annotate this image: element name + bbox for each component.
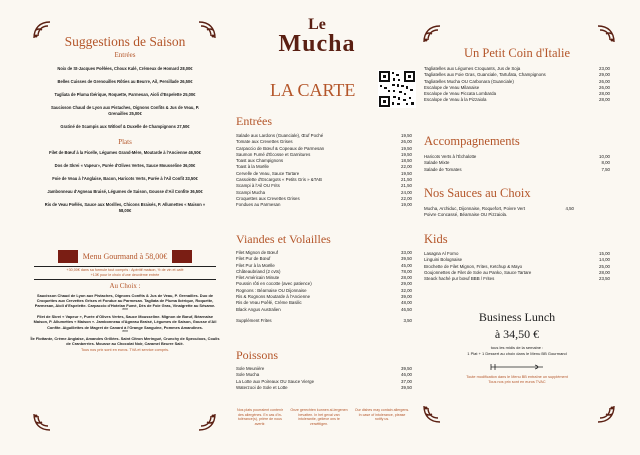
sauces-line: Mucha, Archiduc, Dijonnaise, Roquefort, Poivre Vert 4,50 [424, 206, 574, 211]
entrees-title: Entrées [236, 114, 272, 128]
accompagnements-title: Accompagnements [424, 134, 520, 148]
menu-item: Goujonnettes de Filet de Sole au Panko, Sauce Tartare 28,00 [424, 269, 610, 275]
suggestion-entree: Noix de St-Jacques Poêlées, Choux Kalé, Crémeux de Homard 28,00€ [57, 66, 193, 71]
kids-title: Kids [424, 232, 448, 246]
kids-section [424, 232, 610, 282]
menu-item: Filet Mignon de Bœuf 33,00 [236, 250, 412, 255]
sauces-line: Poivre Concassé, Béarnaise OU Pizzaiola. [424, 212, 508, 218]
business-note: Tous nos prix sont en euros TVAC [488, 380, 546, 384]
allergen-note-en: Our dishes may contain allergens. In case of intolerance, please notify us. [354, 408, 410, 422]
menu-item: La Lotte aux Poireaux OU Sauce Vierge 37,00 [236, 378, 412, 384]
menu-item: Scampi Mucha 24,00 [236, 189, 412, 195]
suggestions-section [30, 34, 220, 214]
menu-item: Salade Mixte 8,00 [424, 160, 610, 166]
brand-logo [272, 18, 362, 56]
suggestion-plat: Dos de Skrei « Vapeur», Purée d'Olives Vertes, Sauce Mousseline 36,00€ [54, 163, 196, 168]
suggestions-plats-label: Plats [118, 138, 132, 146]
qr-code[interactable] [378, 70, 416, 108]
business-price: à 34,50 € [494, 327, 540, 341]
ornament-icon [32, 412, 52, 432]
menu-item: Tomate aux Crevettes Grises 26,00 [236, 139, 412, 145]
menu-item: Escalope de Veau Piccata Lombarda 28,00 [424, 91, 610, 97]
sauces-section [424, 186, 610, 219]
accompagnements-section [424, 134, 610, 173]
menu-item: Saumon Fumé d'Écosse et Garnitures 19,50 [236, 151, 412, 157]
suggestion-entree: Tagliata de Pluma Ibérique, Roquette, Parmesan, Aioli d'Espelette 25,00€ [54, 92, 196, 97]
menu-item: Tagliatelles Mucha OU Carbonara (Guanciale) 26,00 [424, 78, 610, 84]
suggestion-plat: Jambonneau d'Agneau Braisé, Légumes de Saison, Gousse d'Ail Confite 36,50€ [47, 189, 203, 194]
suggestion-entree: Belles Cuisses de Grenouilles Rôties au Beurre, Ail, Persillade 26,50€ [57, 79, 193, 84]
business-lunch-section [430, 310, 604, 385]
business-line: 1 Plat + 1 Dessert au choix dans le Menu BB Gourmand [467, 350, 567, 356]
italie-list [424, 66, 610, 104]
brand-name-main: Mucha [278, 31, 356, 57]
business-title: Business Lunch [478, 310, 556, 324]
menu-item: Steack haché pur bœuf BBB / Frites 23,50 [424, 276, 610, 282]
menu-item: Ris de Veau Poêlé, Crème Basilic 48,00 [236, 300, 412, 306]
menu-item: Salade de Tomates 7,50 [424, 166, 610, 172]
menu-item: Salade aux Lardons (Guanciale), Œuf Poché 19,50 [236, 133, 412, 138]
viandes-title: Viandes et Volailles [236, 232, 331, 246]
viandes-section [236, 232, 412, 324]
menu-item: Toast aux Champignons 18,50 [236, 158, 412, 164]
cutlery-icon [430, 359, 604, 371]
suggestion-entree: Gratiné de Scampis aux Witloof & Duxelle de Champignons 27,50€ [60, 124, 190, 129]
la-carte-title: LA CARTE [270, 80, 356, 100]
ornament-icon [596, 404, 616, 424]
menu-item: Ris & Rognons Moutarde à l'Ancienne 39,00 [236, 294, 412, 300]
ornament-icon [197, 412, 217, 432]
sauces-title: Nos Sauces au Choix [424, 186, 531, 200]
menu-item-supplement: Supplément Frites 3,50 [236, 317, 412, 323]
italie-section [424, 46, 610, 104]
menu-tag-icon [172, 250, 192, 263]
suggestions-title: Suggestions de Saison [64, 34, 186, 49]
menu-item: Waterzooi de Sole et Lotte 39,50 [236, 384, 412, 390]
accompagnements-list [424, 154, 610, 173]
menu-item: Croquettes aux Crevettes Grises 22,00 [236, 195, 412, 201]
menu-gourmand-section [30, 250, 220, 352]
separator-icon: *** [122, 308, 128, 315]
suggestion-plat: Filet de Bœuf à la Ficelle, Légumes Grand-Mère, Moutarde à l'Ancienne 46,50€ [49, 150, 201, 155]
viandes-list [236, 250, 412, 324]
menu-gourmand-label: Menu Gourmand à 58,00€ [82, 252, 168, 261]
entrees-list [236, 133, 412, 209]
business-note: Toute modification dans le Menu BB entraîne un supplément [466, 375, 568, 379]
entrees-section [236, 114, 412, 209]
menu-item: Fondues au Parmesan 19,00 [236, 202, 412, 208]
menu-item: Brochette de Filet Mignon, Frites, Ketchup & Mayo 25,00 [424, 263, 610, 269]
menu-gourmand-plats: Filet de Skrei « Vapeur », Purée d'Olives Vertes, Sauce Mousseline. Mignon de Bœuf, Béarnaise Maison, P. Allumettes « Maison ». Jambonneau d'Agneau Braisé, Légumes de Saison, Gousse d'Ail Confite. Aiguillettes de Magret de Canard à l'Orange Sanguine, Pommes Amandines. [33, 314, 217, 330]
menu-item: Haricots Verts à l'Échalotte 10,00 [424, 154, 610, 159]
menu-gourmand-note: +13€ pour le choix d'une deuxième entrée [90, 272, 160, 277]
menu-item: Toast à la Moëlle 22,00 [236, 164, 412, 170]
menu-item: Filet Pur de Bœuf 39,50 [236, 256, 412, 262]
menu-item: Sole Meunière 39,50 [236, 366, 412, 371]
menu-gourmand-footer: Tous nos prix sont en euros. TVA et service compris. [80, 348, 170, 353]
allergen-note-fr: Nos plats pourraient contenir des allergènes. En cas d'in-tolérance(s), prière de nous avertir. [237, 408, 283, 426]
suggestions-entrees-label: Entrées [114, 51, 136, 59]
menu-item: Filet Américain Minute 28,00 [236, 275, 412, 281]
menu-item: Scampi à l'Ail OU Frits 21,50 [236, 183, 412, 189]
menu-item: Escalope de Veau Milanaise 26,00 [424, 84, 610, 90]
menu-item: Black Angus Australien 46,50 [236, 306, 412, 312]
kids-list [424, 251, 610, 282]
menu-gourmand-note: +30,00€ dans sa formule tout compris : Apéritif maison, ½ de vin et café [66, 268, 184, 272]
business-line: tous les midis de la semaine : [490, 345, 544, 350]
poissons-title: Poissons [236, 348, 279, 362]
ornament-icon [596, 24, 616, 44]
menu-gourmand-desserts: Île Flottante, Crème Anglaise, Amandes Grillées. Saint Citron Meringué, Crunchy de Speculoos, Coulis de Cranberries. Mousse au Chocolat Noir, Caramel Beurre Salé. [30, 335, 220, 347]
menu-item: Cervelle de Veau, Sauce Tartare 19,50 [236, 170, 412, 176]
poissons-section [236, 348, 412, 391]
allergen-note-nl: Onze gerechten kunnen al-lergenen bevatten. In het geval van intolerantie, gelieve ons te verwittigen. [290, 408, 348, 426]
suggestion-entree: Saucisson Chaud de Lyon aux Pistaches, Oignons Confits & Jus de Veau, P. Grenailles 25,00€ [50, 105, 200, 116]
ornament-icon [422, 24, 442, 44]
menu-item: Linguini Bolognaise 14,00 [424, 257, 610, 263]
italie-title: Un Petit Coin d'Italie [463, 46, 571, 60]
poissons-list [236, 366, 412, 391]
menu-item: Sole Mucha 46,00 [236, 372, 412, 378]
menu-item: Rognons : Béarnaise OU Dijonnaise 32,00 [236, 287, 412, 293]
menu-item: Cassolette d'Escargots « Petits Gris » &TAB 21,50 [236, 177, 412, 183]
menu-item: Tagliatelles aux Foie Gras, Guanciale, Tartufata, Champignons 29,00 [424, 72, 610, 78]
au-choix-label: Au Choix : [109, 281, 141, 290]
menu-item: Carpaccio de Bœuf & Copeaux de Parmesan 19,50 [236, 145, 412, 151]
ornament-icon [422, 404, 442, 424]
menu-item: Filet Pur à la Moëlle 45,00 [236, 262, 412, 268]
menu-tag-icon [58, 250, 78, 263]
menu-item: Poussin rôti en cocotte (avec patience) 29,00 [236, 281, 412, 287]
separator-icon: *** [122, 329, 128, 336]
brand-name-top: Le [308, 16, 326, 33]
menu-gourmand-entrees: Saucisson Chaud de Lyon aux Pistaches, Oignons Confits & Jus de Veau, P. Grenailles. Duo de Croquettes aux Crevettes Grises et Fondue au Parmesan. Tagliata de Pluma Ibérique, Roquette, Parmesan, Aioli d'Espelette. Carpaccio d'Hotelan Fumé, Dés de Foie Gras, Vinaigrette au Sésame. [34, 292, 216, 308]
menu-item: Lasagna Al Forno 15,00 [424, 251, 610, 256]
menu-item: Châteaubriand (2 cvts) 78,00 [236, 268, 412, 274]
suggestion-plat: Foie de Veau à l'Anglaise, Bacon, Haricots Verts, Purée à l'Ail Confit 33,50€ [52, 176, 198, 181]
menu-item: Tagliatelles aux Légumes Croquants, Jus de Soja 23,00 [424, 66, 610, 71]
suggestion-plat: Ris de Veau Poêlés, Sauce aux Morilles, Chicons Braisés, P. Allumettes « Maison » 58,00€ [44, 202, 206, 213]
menu-item: Escalope de Veau à la Pizzaiola 28,00 [424, 97, 610, 103]
